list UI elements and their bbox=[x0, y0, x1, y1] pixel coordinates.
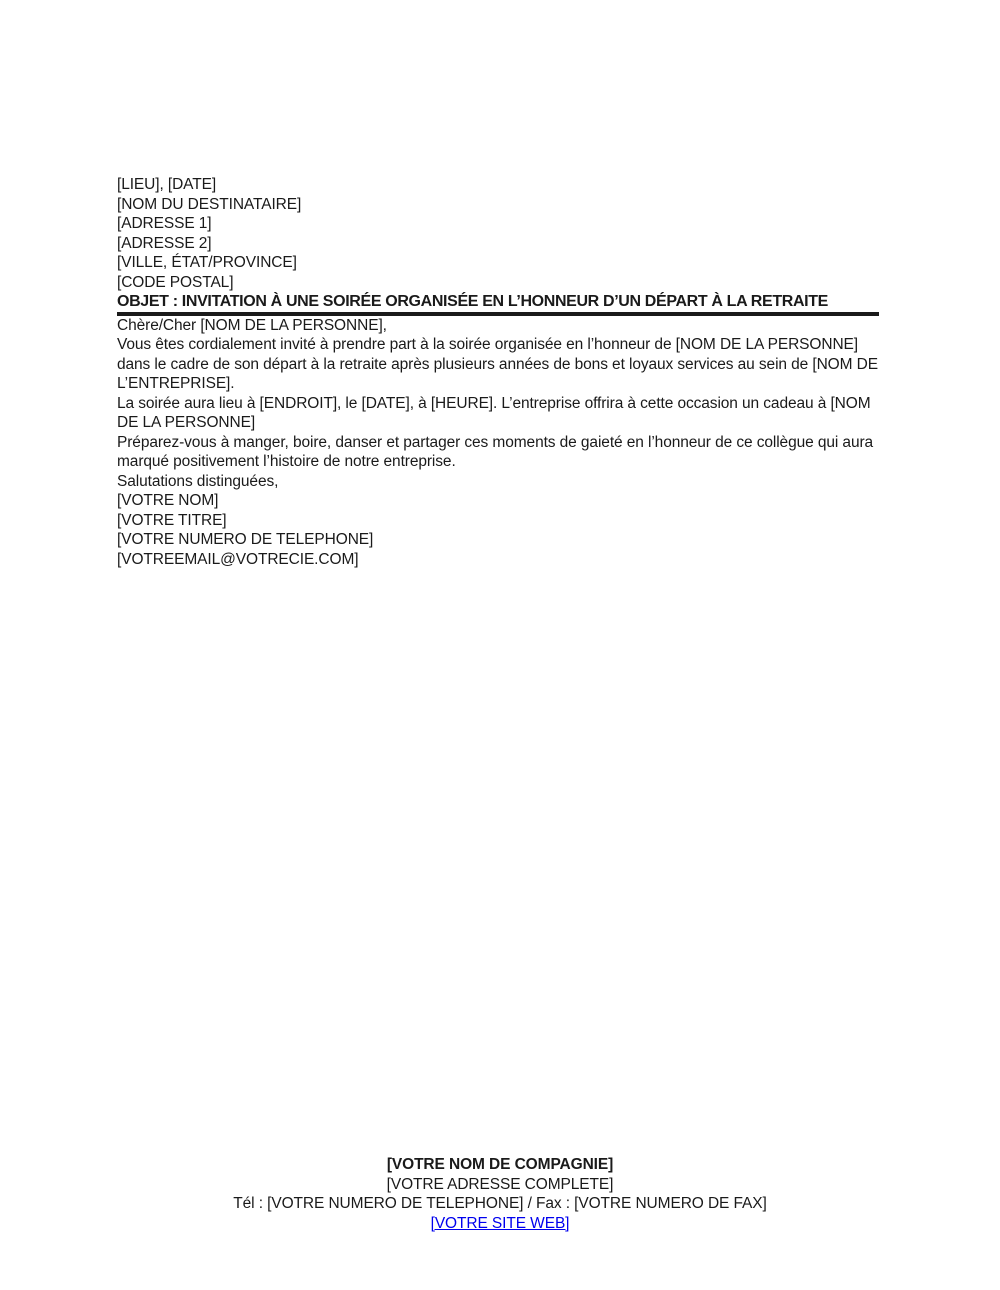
paragraph-event-details: La soirée aura lieu à [ENDROIT], le [DATE], à [HEURE]. L’entreprise offrira à cette occasion un cadeau à [NOM DE LA PERSONNE] bbox=[117, 394, 871, 431]
salutation-line: Chère/Cher [NOM DE LA PERSONNE], bbox=[117, 316, 387, 334]
paragraph-festivities: Préparez-vous à manger, boire, danser et partager ces moments de gaieté en l’honneur de ce collègue qui aura marqué positivement l’histoire de notre entreprise. bbox=[117, 433, 874, 470]
footer-website-row bbox=[0, 1214, 1000, 1234]
place-date-line: [LIEU], [DATE] bbox=[117, 176, 217, 193]
paragraph-invitation: Vous êtes cordialement invité à prendre part à la soirée organisée en l’honneur de [NOM DE LA PERSONNE] dans le cadre de son départ à la retraite après plusieurs années de bons et loyaux services au sein de [NOM DE L’ENTREPRISE]. bbox=[117, 336, 878, 392]
sender-name: [VOTRE NOM] bbox=[117, 492, 219, 509]
sender-phone: [VOTRE NUMERO DE TELEPHONE] bbox=[117, 531, 374, 548]
signature-block bbox=[117, 491, 879, 569]
footer-tel-fax: Tél : [VOTRE NUMERO DE TELEPHONE] / Fax : [VOTRE NUMERO DE FAX] bbox=[233, 1195, 767, 1212]
letter-body bbox=[117, 175, 879, 569]
recipient-address-line-2: [ADRESSE 2] bbox=[117, 234, 212, 252]
recipient-name: [NOM DU DESTINATAIRE] bbox=[117, 195, 302, 213]
recipient-city-state-province: [VILLE, ÉTAT/PROVINCE] bbox=[117, 254, 297, 271]
subject-line: OBJET : INVITATION À UNE SOIRÉE ORGANISÉE EN L’HONNEUR D’UN DÉPART À LA RETRAITE bbox=[117, 292, 879, 316]
footer-company-name: [VOTRE NOM DE COMPAGNIE] bbox=[386, 1156, 614, 1173]
sender-title: [VOTRE TITRE] bbox=[117, 511, 227, 529]
recipient-postal-code: [CODE POSTAL] bbox=[117, 273, 234, 291]
company-footer bbox=[0, 1155, 1000, 1233]
recipient-address-line-1: [ADRESSE 1] bbox=[117, 215, 212, 232]
recipient-block bbox=[117, 195, 879, 293]
sender-email: [VOTREEMAIL@VOTRECIE.COM] bbox=[117, 550, 359, 568]
closing-line: Salutations distinguées, bbox=[117, 472, 279, 490]
footer-company-address: [VOTRE ADRESSE COMPLETE] bbox=[386, 1175, 614, 1193]
footer-website-link[interactable]: [VOTRE SITE WEB] bbox=[430, 1214, 570, 1232]
